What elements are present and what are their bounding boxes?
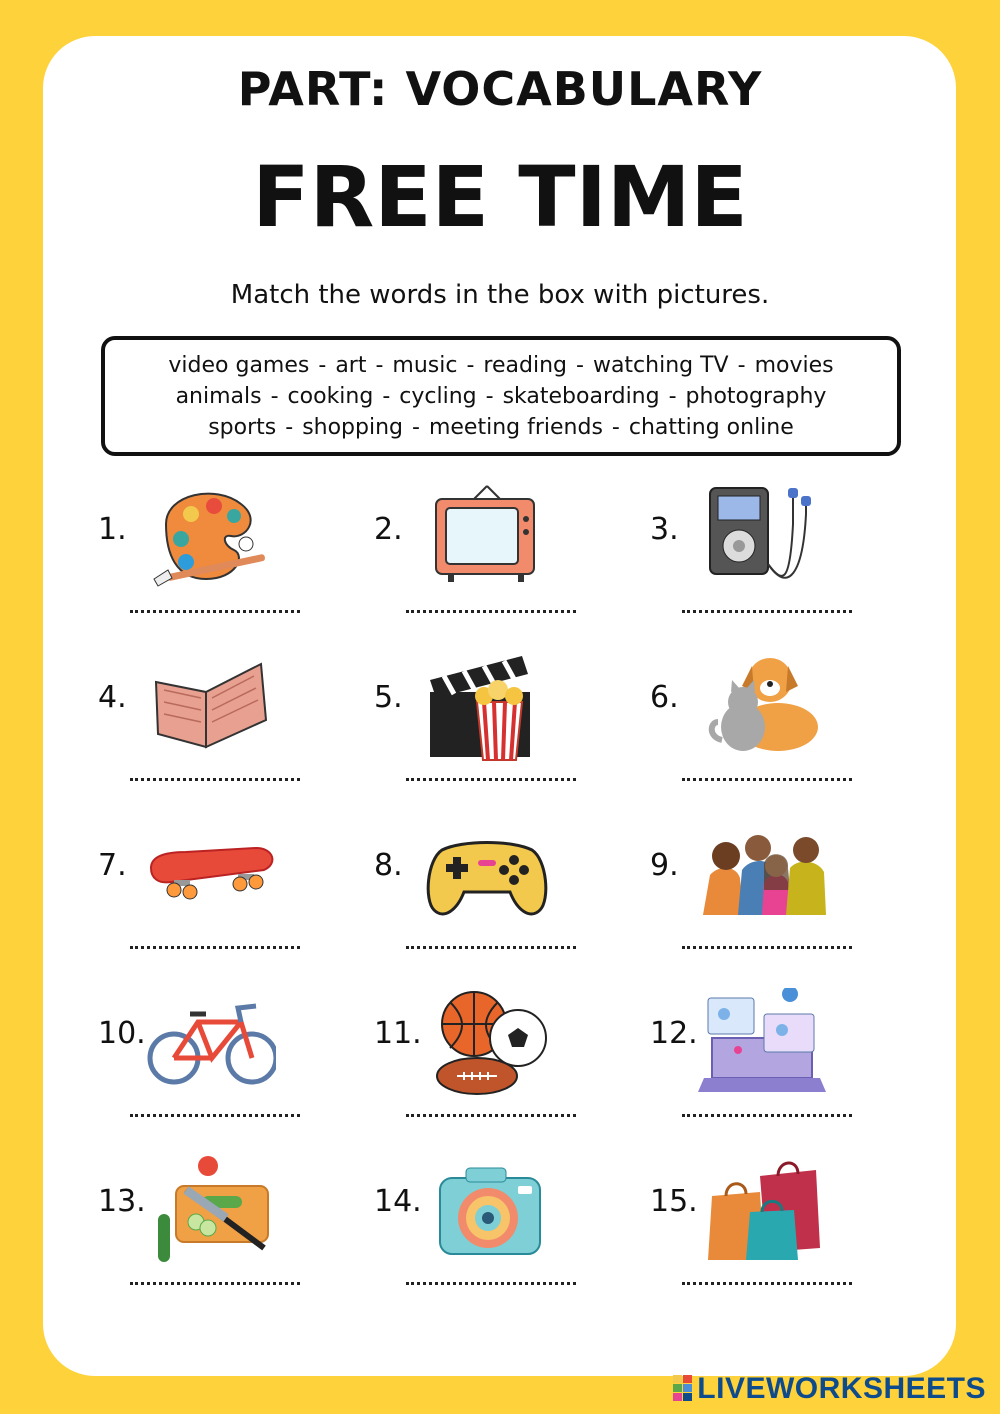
word: sports	[208, 415, 277, 440]
cutting-board-icon	[146, 1156, 276, 1266]
item-number: 3.	[650, 512, 679, 547]
word: cycling	[399, 384, 477, 409]
item-13	[98, 1156, 358, 1316]
gamepad-icon	[422, 820, 552, 930]
separator: -	[737, 353, 746, 378]
separator: -	[611, 415, 620, 440]
sports-balls-icon	[422, 988, 552, 1098]
answer-line[interactable]	[130, 610, 300, 613]
camera-icon	[422, 1156, 552, 1266]
answer-line[interactable]	[406, 1114, 576, 1117]
word: photography	[685, 384, 827, 409]
item-15	[650, 1156, 910, 1316]
brand-name: LIVEWORKSHEETS	[697, 1372, 986, 1405]
answer-line[interactable]	[682, 1114, 852, 1117]
mp3-player-icon	[698, 484, 828, 594]
item-number: 6.	[650, 680, 679, 715]
item-number: 15.	[650, 1184, 698, 1219]
palette-icon	[146, 484, 276, 594]
part-heading: PART: VOCABULARY	[237, 62, 763, 116]
item-number: 12.	[650, 1016, 698, 1051]
item-8	[374, 820, 634, 980]
answer-line[interactable]	[682, 778, 852, 781]
item-number: 5.	[374, 680, 403, 715]
word: reading	[483, 353, 567, 378]
separator: -	[466, 353, 475, 378]
item-3	[650, 484, 910, 644]
word: animals	[175, 384, 262, 409]
word: music	[392, 353, 458, 378]
answer-line[interactable]	[130, 778, 300, 781]
item-5	[374, 652, 634, 812]
item-10	[98, 988, 358, 1148]
answer-line[interactable]	[406, 946, 576, 949]
answer-line[interactable]	[406, 778, 576, 781]
separator: -	[485, 384, 494, 409]
word: art	[335, 353, 367, 378]
item-7	[98, 820, 358, 980]
word-box	[101, 336, 901, 456]
item-12	[650, 988, 910, 1148]
separator: -	[412, 415, 420, 440]
item-number: 7.	[98, 848, 127, 883]
item-1	[98, 484, 358, 644]
word: cooking	[287, 384, 374, 409]
laptop-chat-icon	[698, 988, 828, 1098]
clapperboard-popcorn-icon	[422, 652, 552, 762]
shopping-bags-icon	[698, 1156, 828, 1266]
word: skateboarding	[502, 384, 660, 409]
word-line	[105, 381, 897, 412]
answer-line[interactable]	[130, 946, 300, 949]
separator: -	[270, 384, 279, 409]
answer-line[interactable]	[406, 1282, 576, 1285]
answer-line[interactable]	[682, 946, 852, 949]
separator: -	[375, 353, 384, 378]
word: meeting friends	[428, 415, 603, 440]
answer-line[interactable]	[682, 1282, 852, 1285]
answer-line[interactable]	[406, 610, 576, 613]
item-9	[650, 820, 910, 980]
word: shopping	[302, 415, 404, 440]
brand-footer[interactable]	[673, 1372, 986, 1406]
item-number: 8.	[374, 848, 403, 883]
word: movies	[754, 353, 834, 378]
instruction-text: Match the words in the box with pictures.	[230, 280, 770, 310]
item-number: 13.	[98, 1184, 146, 1219]
book-icon	[146, 652, 276, 762]
item-number: 9.	[650, 848, 679, 883]
separator: -	[318, 353, 327, 378]
answer-line[interactable]	[130, 1282, 300, 1285]
item-14	[374, 1156, 634, 1316]
answer-line[interactable]	[682, 610, 852, 613]
item-number: 2.	[374, 512, 403, 547]
item-number: 1.	[98, 512, 127, 547]
item-4	[98, 652, 358, 812]
word: chatting online	[628, 415, 794, 440]
item-6	[650, 652, 910, 812]
friends-group-icon	[698, 820, 828, 930]
separator: -	[668, 384, 677, 409]
answer-line[interactable]	[130, 1114, 300, 1117]
skateboard-icon	[146, 820, 276, 930]
word-line	[105, 412, 897, 443]
page-title: FREE TIME	[252, 148, 748, 246]
dog-cat-icon	[698, 652, 828, 762]
word-line	[105, 350, 897, 381]
separator: -	[382, 384, 391, 409]
item-number: 4.	[98, 680, 127, 715]
item-2	[374, 484, 634, 644]
item-11	[374, 988, 634, 1148]
bicycle-icon	[146, 988, 276, 1098]
item-number: 11.	[374, 1016, 422, 1051]
tv-icon	[422, 484, 552, 594]
item-number: 10.	[98, 1016, 146, 1051]
separator: -	[576, 353, 584, 378]
separator: -	[285, 415, 294, 440]
word: video games	[168, 353, 310, 378]
word: watching TV	[592, 353, 729, 378]
liveworksheets-logo-icon	[673, 1375, 693, 1401]
item-number: 14.	[374, 1184, 422, 1219]
